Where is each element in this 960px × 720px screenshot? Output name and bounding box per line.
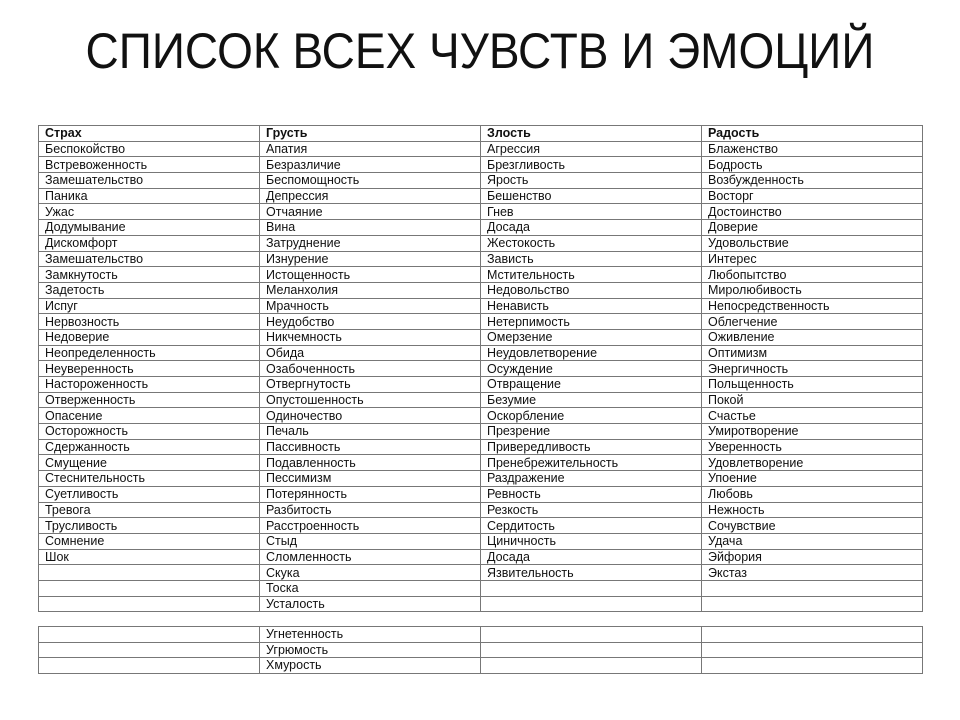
table-cell: Мстительность (481, 267, 702, 283)
table-cell: Встревоженность (39, 157, 260, 173)
table-cell (481, 658, 702, 674)
table-row (39, 549, 923, 565)
table-cell: Мрачность (260, 298, 481, 314)
header-anger: Злость (481, 126, 702, 142)
table-cell: Хмурость (260, 658, 481, 674)
table-cell: Никчемность (260, 329, 481, 345)
table-cell: Зависть (481, 251, 702, 267)
page-title: СПИСОК ВСЕХ ЧУВСТВ И ЭМОЦИЙ (85, 23, 875, 79)
table-cell: Пассивность (260, 439, 481, 455)
table-row (39, 267, 923, 283)
table-row (39, 518, 923, 534)
table-cell: Печаль (260, 424, 481, 440)
table-cell: Дискомфорт (39, 235, 260, 251)
table-cell: Облегчение (702, 314, 923, 330)
table-cell: Нежность (702, 502, 923, 518)
table-cell: Восторг (702, 188, 923, 204)
emotions-table (38, 125, 923, 612)
table-cell: Оживление (702, 329, 923, 345)
table-cell: Нетерпимость (481, 314, 702, 330)
table-cell: Паника (39, 188, 260, 204)
table-cell: Замешательство (39, 251, 260, 267)
table-cell: Экстаз (702, 565, 923, 581)
table-cell: Привередливость (481, 439, 702, 455)
table-cell: Пессимизм (260, 471, 481, 487)
table-cell: Подавленность (260, 455, 481, 471)
table-row (39, 580, 923, 596)
table-cell: Пренебрежительность (481, 455, 702, 471)
table-cell: Счастье (702, 408, 923, 424)
table-cell (39, 580, 260, 596)
table-cell: Осторожность (39, 424, 260, 440)
table-row (39, 627, 923, 643)
table-row (39, 157, 923, 173)
table-cell: Непосредственность (702, 298, 923, 314)
table-row (39, 251, 923, 267)
table-cell (39, 565, 260, 581)
table-row (39, 392, 923, 408)
table-cell: Упоение (702, 471, 923, 487)
emotions-extra-table (38, 626, 923, 674)
table-cell (702, 658, 923, 674)
table-cell: Одиночество (260, 408, 481, 424)
table-cell: Доверие (702, 220, 923, 236)
table-cell (702, 627, 923, 643)
table-cell: Язвительность (481, 565, 702, 581)
table-cell: Гнев (481, 204, 702, 220)
header-joy: Радость (702, 126, 923, 142)
table-cell: Блаженство (702, 141, 923, 157)
table-cell: Любовь (702, 486, 923, 502)
table-row (39, 282, 923, 298)
table-cell (481, 627, 702, 643)
table-row (39, 408, 923, 424)
table-cell: Стеснительность (39, 471, 260, 487)
table-cell (39, 596, 260, 612)
table-row (39, 173, 923, 189)
table-row (39, 533, 923, 549)
table-cell: Неудовлетворение (481, 345, 702, 361)
table-cell: Сочувствие (702, 518, 923, 534)
table-cell: Осуждение (481, 361, 702, 377)
table-cell: Испуг (39, 298, 260, 314)
table-row (39, 329, 923, 345)
table-cell (481, 642, 702, 658)
table-cell: Досада (481, 220, 702, 236)
table-cell: Ненависть (481, 298, 702, 314)
table-row (39, 565, 923, 581)
table-cell: Угрюмость (260, 642, 481, 658)
table-row (39, 471, 923, 487)
table-row (39, 188, 923, 204)
table-cell (481, 580, 702, 596)
table-cell: Бодрость (702, 157, 923, 173)
table-cell: Стыд (260, 533, 481, 549)
table-cell: Энергичность (702, 361, 923, 377)
table-cell: Оптимизм (702, 345, 923, 361)
table-cell: Замешательство (39, 173, 260, 189)
table-cell: Достоинство (702, 204, 923, 220)
table-row (39, 141, 923, 157)
table-cell (39, 627, 260, 643)
table-cell: Удовольствие (702, 235, 923, 251)
table-cell: Покой (702, 392, 923, 408)
table-cell: Сломленность (260, 549, 481, 565)
table-cell: Сдержанность (39, 439, 260, 455)
table-cell: Неуверенность (39, 361, 260, 377)
table-row (39, 345, 923, 361)
table-cell: Эйфория (702, 549, 923, 565)
table-row (39, 314, 923, 330)
table-cell: Отверженность (39, 392, 260, 408)
table-cell: Отчаяние (260, 204, 481, 220)
emotions-extra-table-body (39, 627, 923, 674)
table-row (39, 204, 923, 220)
table-cell: Отвращение (481, 377, 702, 393)
table-cell: Брезгливость (481, 157, 702, 173)
table-cell (481, 596, 702, 612)
table-cell: Додумывание (39, 220, 260, 236)
table-header-row (39, 126, 923, 142)
table-cell (39, 642, 260, 658)
table-cell: Ярость (481, 173, 702, 189)
table-row (39, 455, 923, 471)
table-cell: Угнетенность (260, 627, 481, 643)
table-row (39, 486, 923, 502)
table-cell: Смущение (39, 455, 260, 471)
table-row (39, 596, 923, 612)
table-cell: Ревность (481, 486, 702, 502)
table-row (39, 377, 923, 393)
table-row (39, 298, 923, 314)
table-cell: Обида (260, 345, 481, 361)
table-cell: Нервозность (39, 314, 260, 330)
emotions-table-body (39, 141, 923, 612)
table-row (39, 424, 923, 440)
table-cell: Агрессия (481, 141, 702, 157)
table-row (39, 235, 923, 251)
table-cell: Трусливость (39, 518, 260, 534)
table-cell (39, 658, 260, 674)
table-cell: Истощенность (260, 267, 481, 283)
table-cell: Суетливость (39, 486, 260, 502)
table-cell: Уверенность (702, 439, 923, 455)
table-cell: Апатия (260, 141, 481, 157)
table-cell: Сомнение (39, 533, 260, 549)
header-sadness: Грусть (260, 126, 481, 142)
table-cell: Усталость (260, 596, 481, 612)
table-cell: Любопытство (702, 267, 923, 283)
table-cell: Опасение (39, 408, 260, 424)
header-fear: Страх (39, 126, 260, 142)
table-cell: Задетость (39, 282, 260, 298)
table-row (39, 502, 923, 518)
table-row (39, 658, 923, 674)
table-cell: Беспомощность (260, 173, 481, 189)
table-cell: Безразличие (260, 157, 481, 173)
table-cell: Недоверие (39, 329, 260, 345)
table-cell: Потерянность (260, 486, 481, 502)
table-cell: Ужас (39, 204, 260, 220)
table-cell: Тревога (39, 502, 260, 518)
table-cell: Шок (39, 549, 260, 565)
table-cell: Затруднение (260, 235, 481, 251)
table-row (39, 361, 923, 377)
table-row (39, 439, 923, 455)
table-cell (702, 596, 923, 612)
table-cell: Неопределенность (39, 345, 260, 361)
table-cell: Польщенность (702, 377, 923, 393)
table-cell: Безумие (481, 392, 702, 408)
table-cell: Неудобство (260, 314, 481, 330)
table-cell: Жестокость (481, 235, 702, 251)
table-cell: Меланхолия (260, 282, 481, 298)
table-cell: Недовольство (481, 282, 702, 298)
table-cell: Опустошенность (260, 392, 481, 408)
table-cell: Сердитость (481, 518, 702, 534)
table-cell: Презрение (481, 424, 702, 440)
table-cell: Миролюбивость (702, 282, 923, 298)
table-cell: Резкость (481, 502, 702, 518)
table-cell: Разбитость (260, 502, 481, 518)
table-cell (702, 580, 923, 596)
table-cell: Депрессия (260, 188, 481, 204)
table-cell: Настороженность (39, 377, 260, 393)
table-cell: Вина (260, 220, 481, 236)
table-row (39, 220, 923, 236)
table-cell: Бешенство (481, 188, 702, 204)
table-cell (702, 642, 923, 658)
table-cell: Интерес (702, 251, 923, 267)
table-cell: Тоска (260, 580, 481, 596)
table-row (39, 642, 923, 658)
table-cell: Озабоченность (260, 361, 481, 377)
table-cell: Возбужденность (702, 173, 923, 189)
table-cell: Омерзение (481, 329, 702, 345)
table-cell: Замкнутость (39, 267, 260, 283)
table-cell: Циничность (481, 533, 702, 549)
table-cell: Отвергнутость (260, 377, 481, 393)
table-cell: Досада (481, 549, 702, 565)
table-cell: Оскорбление (481, 408, 702, 424)
table-cell: Изнурение (260, 251, 481, 267)
table-cell: Удача (702, 533, 923, 549)
table-cell: Беспокойство (39, 141, 260, 157)
table-cell: Умиротворение (702, 424, 923, 440)
table-cell: Скука (260, 565, 481, 581)
table-cell: Расстроенность (260, 518, 481, 534)
table-cell: Удовлетворение (702, 455, 923, 471)
table-cell: Раздражение (481, 471, 702, 487)
